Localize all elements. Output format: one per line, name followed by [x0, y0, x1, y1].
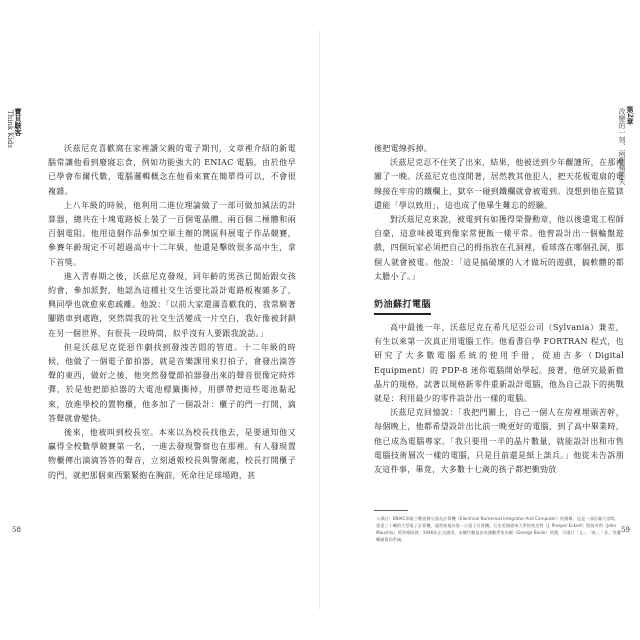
section-heading: 奶油蘇打電腦 [374, 298, 431, 315]
paragraph: 上八年級的時候，他利用二進位理論做了一部可做加減法的計算器，總共在十塊電路板上裝了一百個電晶體、兩百個二極體和兩百個電阻。他用這個作品參加空軍主辦的灣區科展電子作品競賽，參賽年齡規定不可超過高中十二年級，他還是擊敗很多高中生，拿下首獎。 [48, 200, 296, 267]
page-number-right: 59 [621, 526, 630, 534]
paragraph: 沃茲尼克忍不住笑了出來，結果，他被送到少年觀護所，在那裡關了一晚。沃茲尼克也沒閒著，居然教其他犯人，把天花板電扇的電線接在牢房的鐵欄上，獄卒一碰到鐵欄就會被電到。沒想到他在監獄還能「學以致用」，這也成了他畢生難忘的經驗。 [374, 158, 624, 210]
right-page-body [374, 142, 624, 477]
paragraph: 後來，他被叫到校長室。本來以為校長找他去，是要通知他又贏得全校數學競賽第一名，一進去發現警察也在那裡。有人發現置物櫃傳出滴滴答答的聲音，立刻通報校長與警衛處，校長打開櫃子的門，就把那個東西緊緊抱在胸前，死命往足球場跑，甚 [48, 428, 296, 480]
left-page-body [48, 142, 296, 483]
paragraph: 但是沃茲尼克從惡作劇找到發洩苦悶的管道。十二年級的時候，他做了一個電子節拍器，就是音樂課用來打拍子、會發出滴答聲的東西，做好之後，他突然發覺節拍器發出來的聲音很像定時炸彈，於是他把節拍器的大電池標籤撕掉，用膠帶把這些電池黏起來，放進學校的置物櫃，他多加了一個設計：櫃子的門一打開，滴答聲就會變快。 [48, 342, 296, 423]
paragraph: 對沃茲尼克來說，被電到有如獲得榮譽勳章，他以後還電工程師自豪，這意味被電到像家常便飯一樣平常。他曾設計出一個輪盤遊戲，四個玩家必須把自己的拇指放在孔洞裡，看球落在哪個孔洞，那個人就會被電。他說：「這是搞破壞的人才做玩的遊戲，搞軟體的都太膽小了。」 [374, 215, 624, 281]
running-head-chapter-title: 改變的一刻、兩個蘋果夫 [618, 108, 626, 185]
paragraph: 沃茲尼克喜歡窩在家裡讀父親的電子期刊，文章裡介紹的新電腦常讓他看到廢寢忘食，例如功能強大的 ENIAC 電腦，由於他早已學會布爾代數，電腦邏輯概念在他看來實在簡單得可以，不會很複雜。 [48, 144, 296, 196]
right-page [320, 0, 640, 640]
running-head-subtitle: Think Kids [6, 110, 14, 148]
footnote-rule [374, 510, 408, 511]
paragraph: 沃茲尼克回憶說：「我把門關上，自己一個人在房裡埋頭苦幹，每個晚上，他都希望設計出比前一晚更好的電腦，到了高中畢業時，他已成為電腦專家。「我只要用一半的晶片數量，就能設計出和市售電腦技術層次一樣的電腦，只是目前還是紙上談兵。」他從未告訴朋友這件事，畢竟，大多數十七歲的孩子都把衝勁放 [374, 408, 624, 475]
running-head-chapter: 第2章 [626, 106, 635, 125]
footnote: ＊譯註：ENIAC即電子數值積分器及計算機（Electrical Numerical Integrator And Computer）的簡稱，這是一部佔滿大房間、重達三十噸的大型電子計算機，通常被視為第一台電子計算機。它由美國賓州大學的埃克特（J. Presper Eckert）與莫奇利（John Mauchly）所領導研發，1946年正式啟用。布爾代數是由英國數學家布爾（George Boole）所創，可進行「且」、「或」、「非」等邏輯運算的系統。 [376, 516, 621, 542]
running-head-left [6, 108, 22, 148]
paragraph: 高中最後一年，沃茲尼克在希凡尼亞公司（Sylvania）兼差，有生以來第一次真正用電腦工作。他看書自學 FORTRAN 程式，也研究了大多數電腦系統的使用手冊，從迪吉多（Digital Equipment）的 PDP-8 迷你電腦開始學起。接著，他研究最新微晶片的規格，試著以規格新零件重新設計電腦，他為自己設下的挑戰就是：利用最少的零件設計出一樣的電腦。 [374, 323, 624, 404]
section-heading-wrap [374, 290, 624, 321]
paragraph: 進入青春期之後，沃茲尼克發現，同年齡的男孩已開始跟女孩約會，參加派對，他認為這種社交生活要比設計電路板複雜多了，興同學也就愈來愈疏離。他說：「以前大家還滿喜歡我的，我常騎著腳踏車到處跑，突然間我的社交生活變成一片空白，我好像被封鎖在另一個世界，有很長一段時間，似乎沒有人要跟我說話。」 [48, 271, 296, 338]
running-head-title: 寶貝駭客 [14, 108, 23, 136]
paragraph: 後把電線拆掉。 [374, 144, 433, 153]
page-number-left: 58 [12, 526, 21, 534]
